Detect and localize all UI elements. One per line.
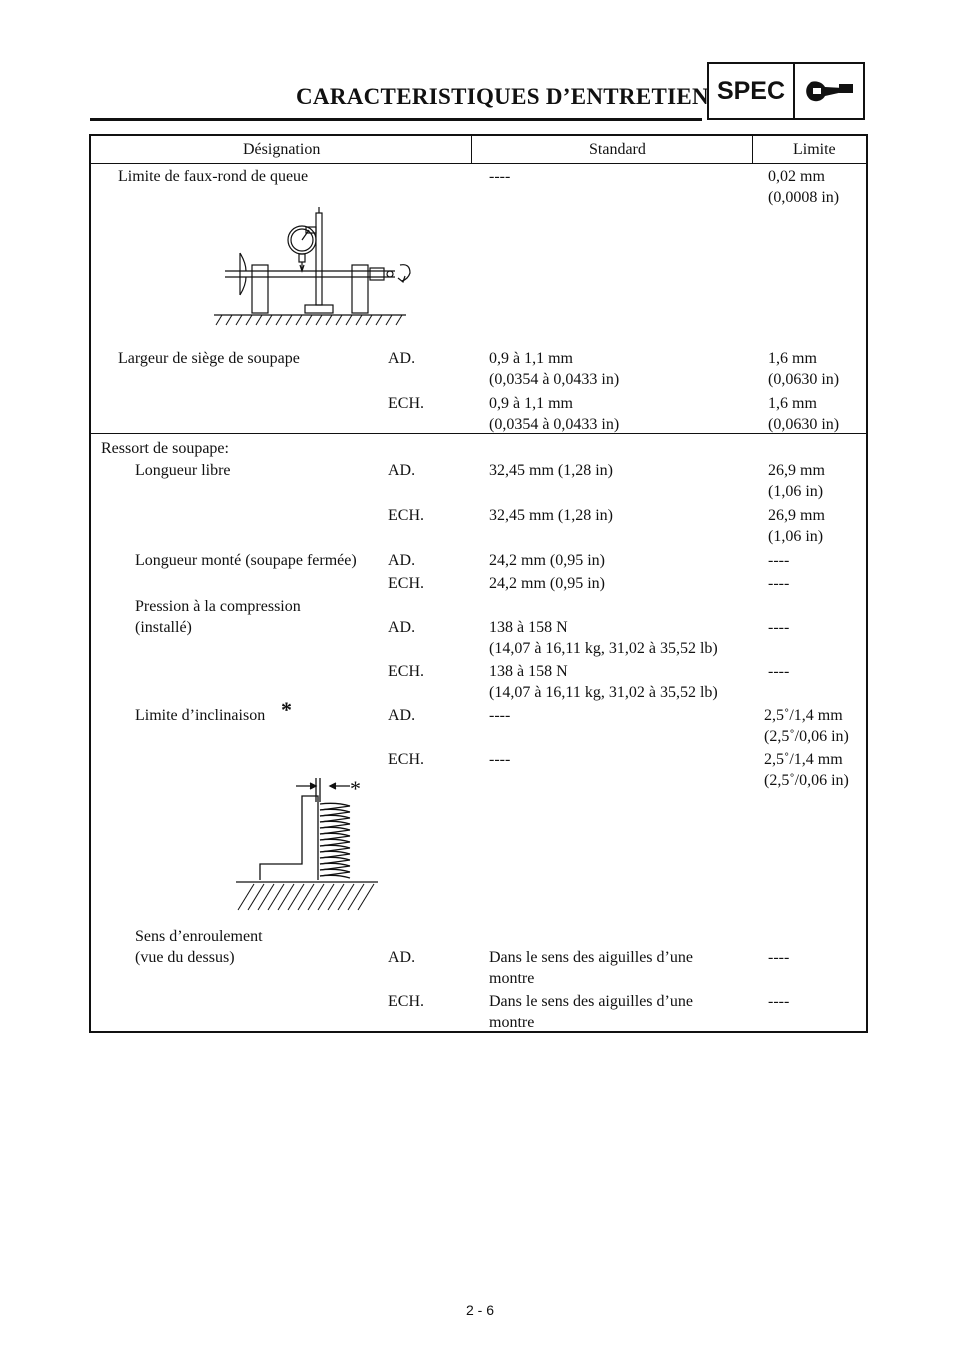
free-in-standard: 32,45 mm (1,28 in) [489,462,613,479]
runout-standard: ---- [489,168,511,185]
winding-ex-standard-cont: montre [489,1014,535,1031]
seat-in-standard: 0,9 à 1,1 mm [489,350,573,367]
free-in-limit: 26,9 mm [768,462,825,479]
tilt-marker: * [281,697,292,722]
free-ex-limit: 26,9 mm [768,507,825,524]
installed-ex-type: ECH. [388,575,424,592]
tilt-in-standard: ---- [489,707,511,724]
seat-ex-type: ECH. [388,395,424,412]
spec-badge [707,62,865,120]
seat-in-limit: 1,6 mm [768,350,817,367]
pressure-ex-standard-detail: (14,07 à 16,11 kg, 31,02 à 35,52 lb) [489,684,718,701]
free-ex-limit-inch: (1,06 in) [768,528,824,545]
runout-measurement-figure [210,205,420,327]
winding-label-view: (vue du dessus) [135,949,235,966]
tilt-ex-standard: ---- [489,751,511,768]
seat-ex-limit: 1,6 mm [768,395,817,412]
tilt-figure-marker: * [350,776,361,801]
pressure-in-standard-detail: (14,07 à 16,11 kg, 31,02 à 35,52 lb) [489,640,718,657]
pressure-in-standard: 138 à 158 N [489,619,568,636]
page-title: CARACTERISTIQUES D’ENTRETIEN [296,84,709,109]
section-divider [91,433,866,434]
pressure-in-limit: ---- [768,619,790,636]
col-header-designation: Désignation [243,141,321,158]
seat-width-label: Largeur de siège de soupape [118,350,300,367]
installed-length-label: Longueur monté (soupape fermée) [135,552,357,569]
free-ex-type: ECH. [388,507,424,524]
installed-in-standard: 24,2 mm (0,95 in) [489,552,605,569]
col-header-standard: Standard [589,141,646,158]
free-length-label: Longueur libre [135,462,231,479]
column-divider [471,136,472,163]
runout-limit-inch: (0,0008 in) [768,189,840,206]
pressure-label-installed: (installé) [135,619,192,636]
seat-ex-limit-inch: (0,0630 in) [768,416,840,433]
winding-ex-standard: Dans le sens des aiguilles d’une [489,993,693,1010]
spring-section-title: Ressort de soupape: [101,440,229,457]
tilt-in-limit-inch: (2,5˚/0,06 in) [764,728,849,745]
runout-limit: 0,02 mm [768,168,825,185]
runout-label: Limite de faux-rond de queue [118,168,309,185]
spring-tilt-figure [232,772,382,914]
wrench-icon [795,64,863,118]
winding-in-standard-cont: montre [489,970,535,987]
page-number: 2 - 6 [465,1302,494,1318]
winding-in-limit: ---- [768,949,790,966]
winding-label: Sens d’enroulement [135,928,263,945]
column-divider [752,136,753,163]
seat-in-limit-inch: (0,0630 in) [768,371,840,388]
installed-in-type: AD. [388,552,416,569]
winding-ex-limit: ---- [768,993,790,1010]
seat-in-standard-inch: (0,0354 à 0,0433 in) [489,371,620,388]
installed-ex-standard: 24,2 mm (0,95 in) [489,575,605,592]
free-in-limit-inch: (1,06 in) [768,483,824,500]
pressure-in-type: AD. [388,619,416,636]
seat-ex-standard: 0,9 à 1,1 mm [489,395,573,412]
spec-table [89,134,868,1033]
installed-ex-limit: ---- [768,575,790,592]
winding-ex-type: ECH. [388,993,424,1010]
tilt-limit-label: Limite d’inclinaison [135,707,266,724]
pressure-ex-standard: 138 à 158 N [489,663,568,680]
winding-in-standard: Dans le sens des aiguilles d’une [489,949,693,966]
tilt-in-type: AD. [388,707,416,724]
pressure-ex-type: ECH. [388,663,424,680]
spec-label: SPEC [709,64,795,118]
pressure-ex-limit: ---- [768,663,790,680]
title-underline [90,118,702,121]
seat-in-type: AD. [388,350,416,367]
free-in-type: AD. [388,462,416,479]
tilt-ex-limit-inch: (2,5˚/0,06 in) [764,772,849,789]
col-header-limit: Limite [793,141,836,158]
header-divider [91,163,866,164]
tilt-in-limit: 2,5˚/1,4 mm [764,707,843,724]
installed-in-limit: ---- [768,552,790,569]
winding-in-type: AD. [388,949,416,966]
tilt-ex-limit: 2,5˚/1,4 mm [764,751,843,768]
pressure-label: Pression à la compression [135,598,301,615]
tilt-ex-type: ECH. [388,751,424,768]
seat-ex-standard-inch: (0,0354 à 0,0433 in) [489,416,620,433]
free-ex-standard: 32,45 mm (1,28 in) [489,507,613,524]
